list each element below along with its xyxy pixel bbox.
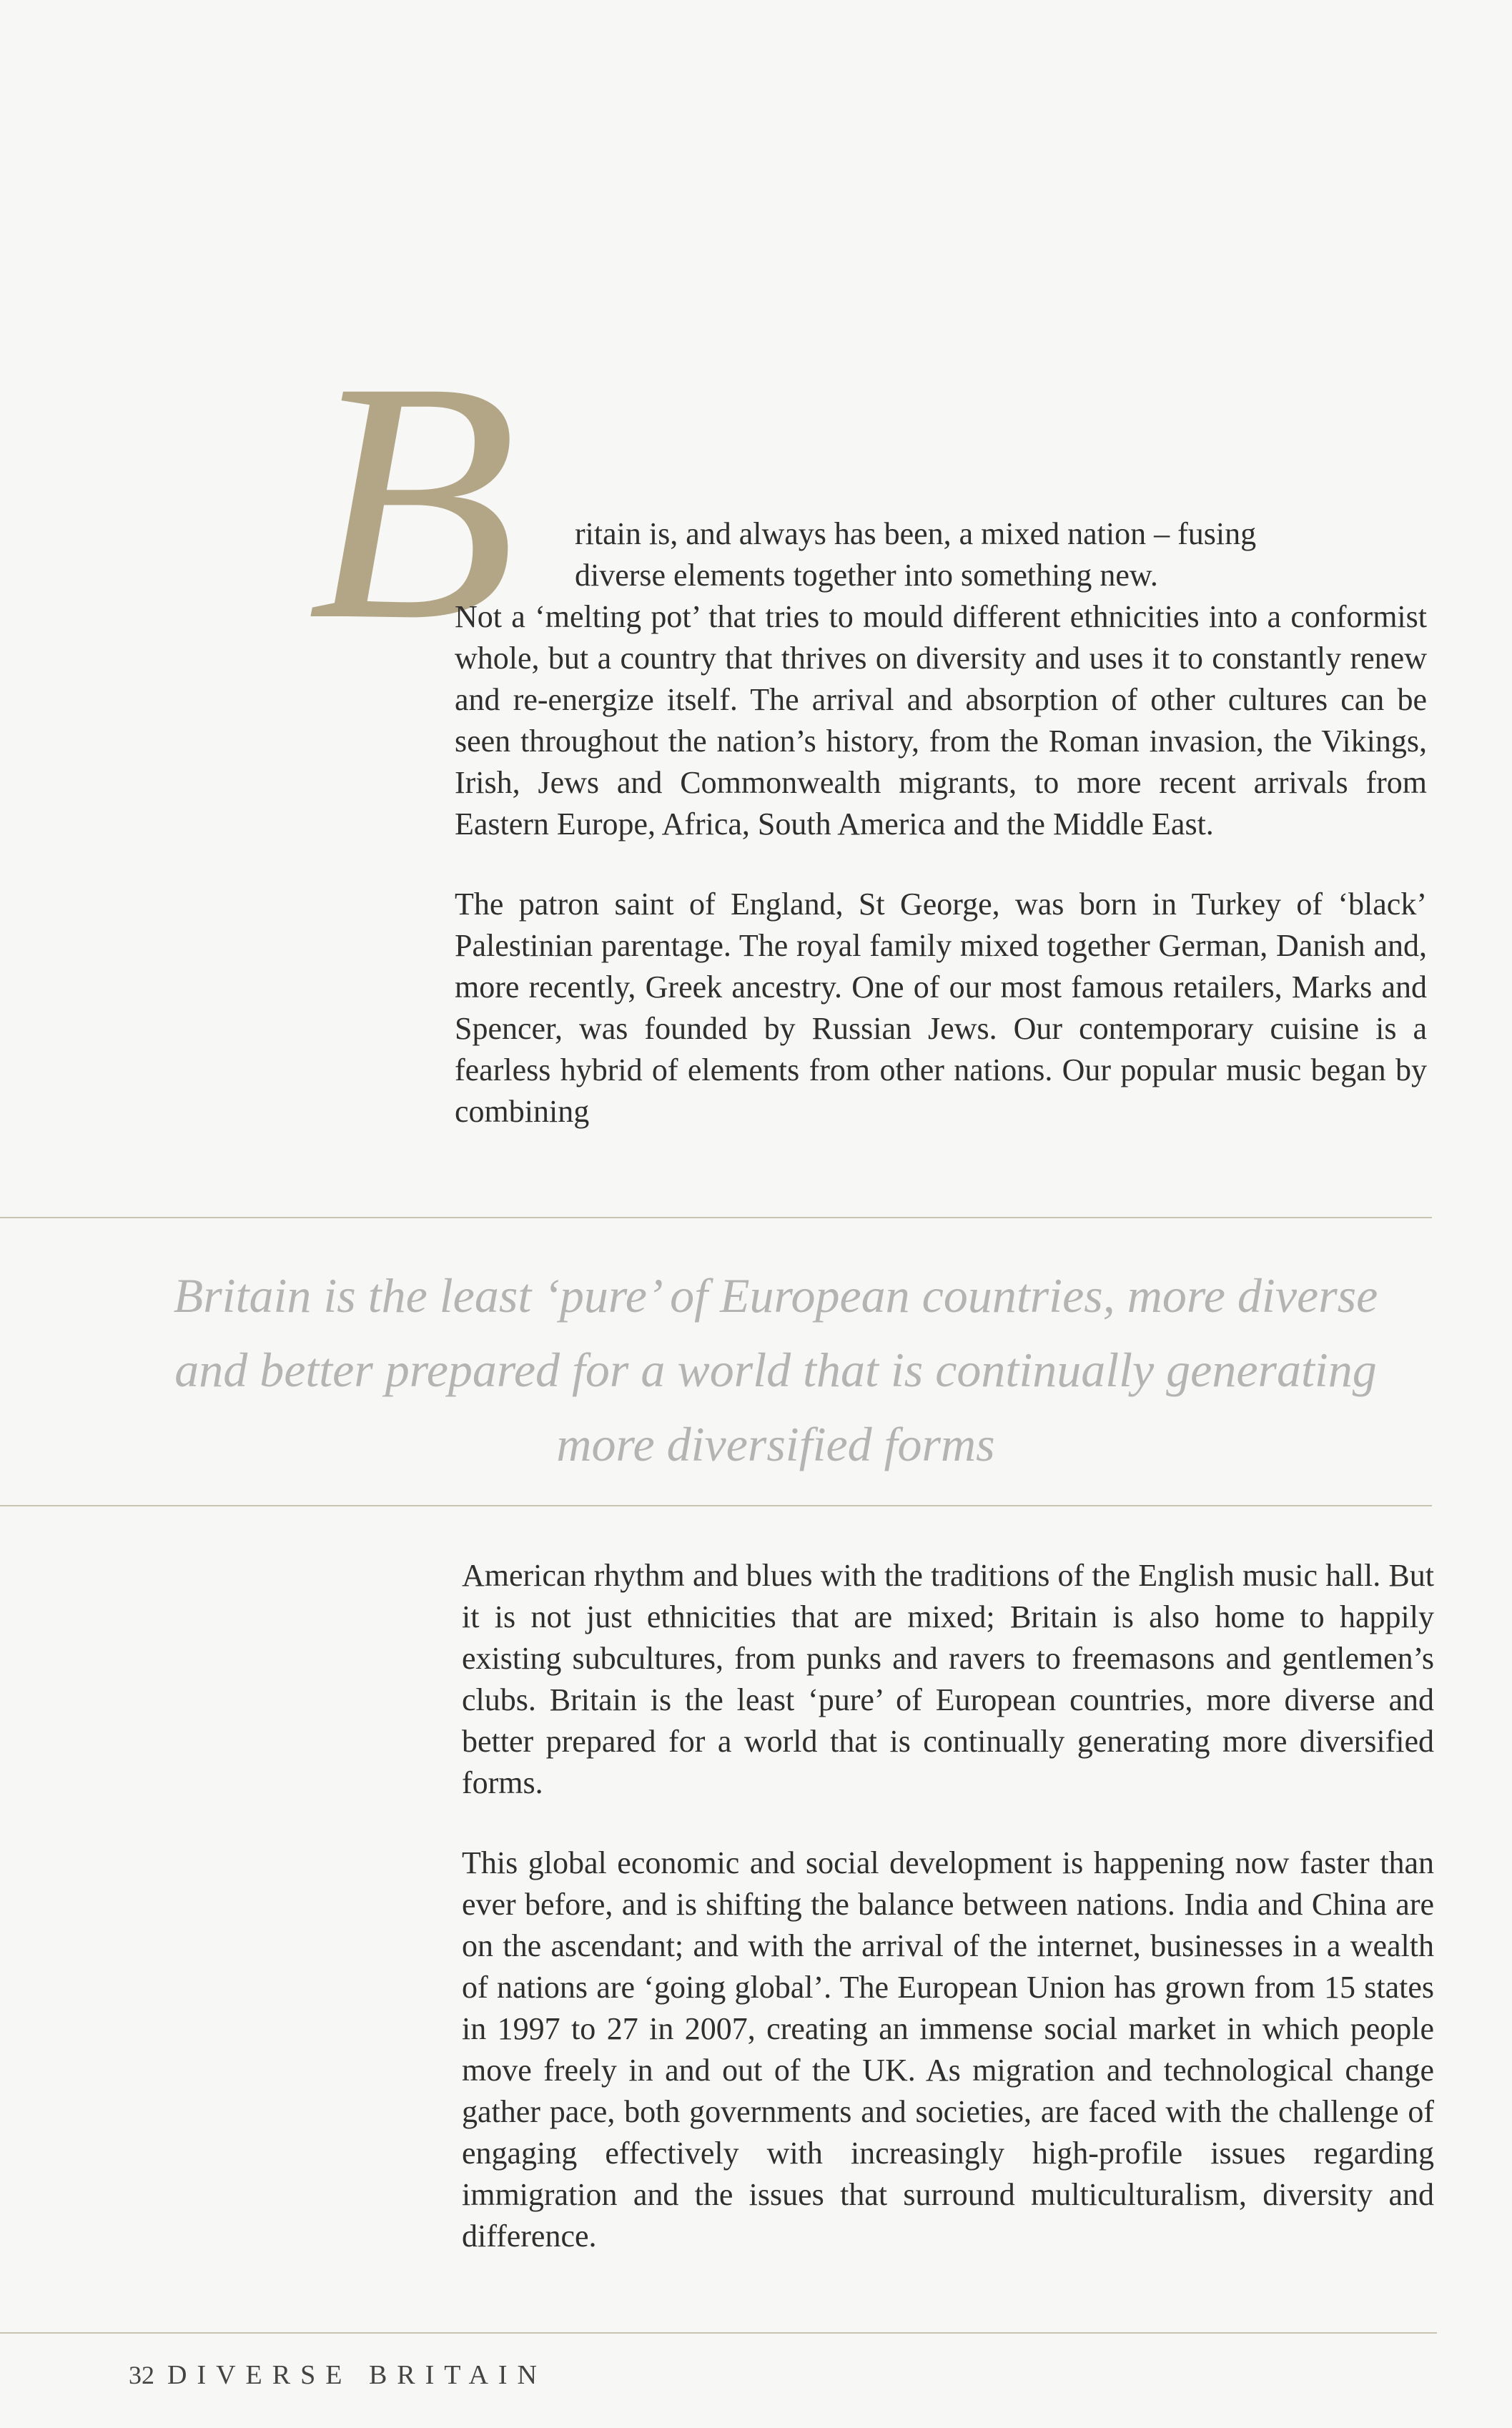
footer-rule <box>0 2332 1437 2334</box>
pullquote-line-3: more diversified forms <box>556 1417 995 1471</box>
intro-lead-line-2: diverse elements together into something new. <box>575 558 1158 593</box>
paragraph-4: This global economic and social development is happening now faster than ever before, and is shifting the balance between nations. India and China are on the ascendant; and with the arrival of the internet, businesses in a wealth of nations are ‘going global’. The European Union has grown from 15 states in 1997 to 27 in 2007, creating an immense social market in which people move freely in and out of the UK. As migration and technological change gather pace, both governments and societies, are faced with the challenge of engaging effectively with increasingly high-profile issues regarding immigration and the issues that surround multiculturalism, diversity and difference. <box>462 1845 1434 2254</box>
intro-section <box>455 513 1427 1171</box>
pullquote <box>107 1258 1444 1481</box>
pullquote-line-1: Britain is the least ‘pure’ of European countries, more diverse <box>173 1268 1378 1323</box>
page-number: 32 <box>129 2361 154 2389</box>
page-footer <box>129 2359 547 2391</box>
pullquote-bottom-rule <box>0 1505 1432 1506</box>
intro-paragraph <box>455 513 1427 845</box>
continued-section <box>462 1555 1434 2296</box>
pullquote-line-2: and better prepared for a world that is continually generating <box>174 1343 1377 1397</box>
paragraph-2: The patron saint of England, St George, was born in Turkey of ‘black’ Palestinian parentage. The royal family mixed together German, Danish and, more recently, Greek ancestry. One of our most famous retailers, Marks and Spencer, was founded by Russian Jews. Our contemporary cuisine is a fearless hybrid of elements from other nations. Our popular music began by combining <box>455 887 1427 1129</box>
paragraph-3: American rhythm and blues with the traditions of the English music hall. But it is not just ethnicities that are mixed; Britain is also home to happily existing subcultures, from punks and ravers to freemasons and gentlemen’s clubs. Britain is the least ‘pure’ of European countries, more diverse and better prepared for a world that is continually generating more diversified forms. <box>462 1558 1434 1800</box>
intro-rest: Not a ‘melting pot’ that tries to mould different ethnicities into a conformist whole, but a country that thrives on diversity and uses it to constantly renew and re-energize itself. The arrival and absorption of other cultures can be seen throughout the nation’s history, from the Roman invasion, the Vikings, Irish, Jews and Commonwealth migrants, to more recent arrivals from Eastern Europe, Africa, South America and the Middle East. <box>455 599 1427 842</box>
dropcap-letter: B <box>307 310 518 691</box>
pullquote-top-rule <box>0 1217 1432 1218</box>
intro-lead-line-1: ritain is, and always has been, a mixed nation – fusing <box>575 516 1257 551</box>
running-title: DIVERSE BRITAIN <box>167 2360 547 2390</box>
